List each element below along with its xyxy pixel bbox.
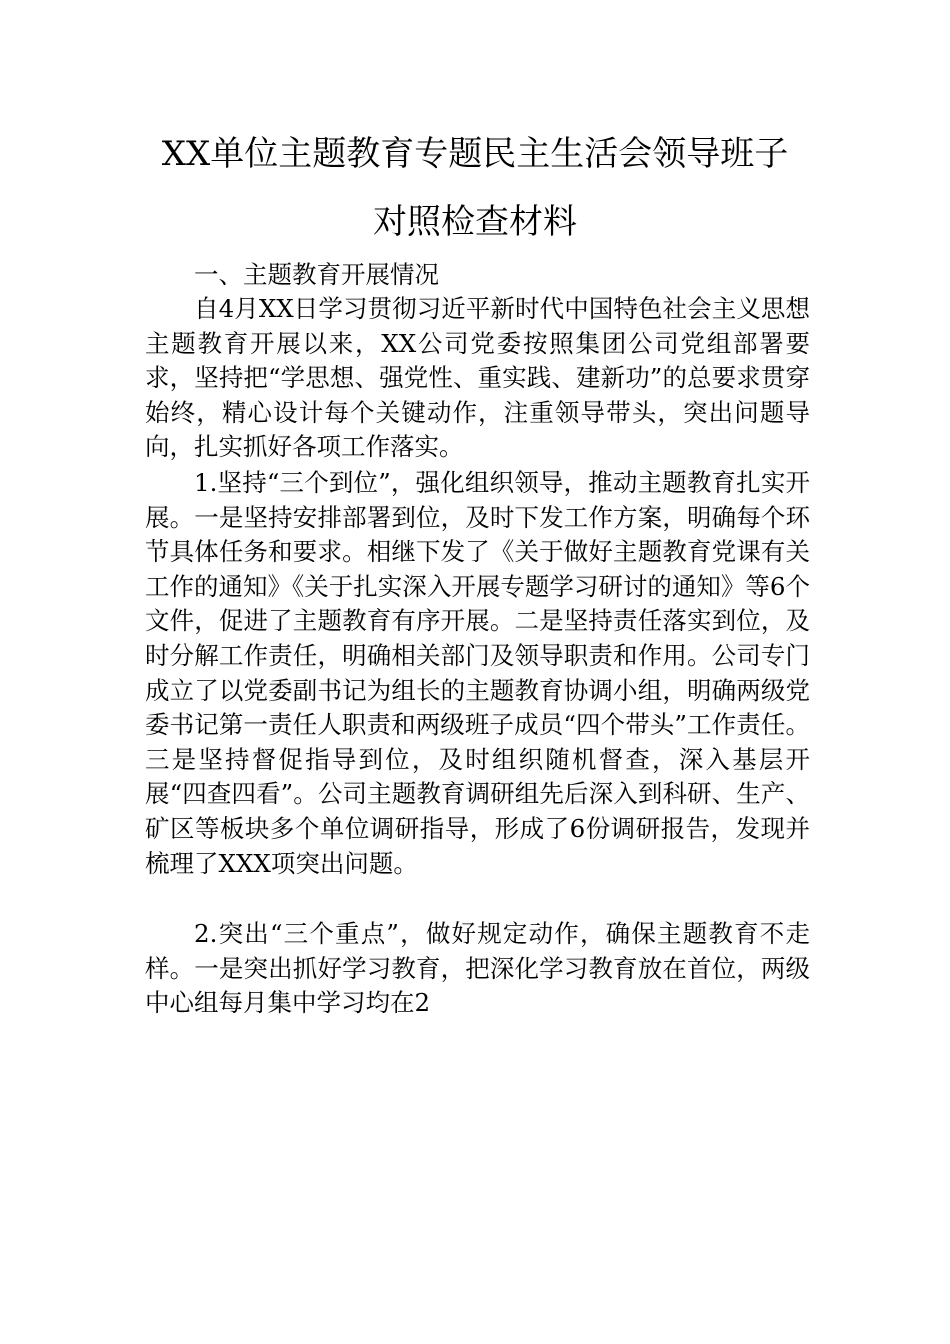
section-heading: 一、主题教育开展情况 [194,260,439,289]
paragraph-key-points: 2.突出“三个重点”，做好规定动作，确保主题教育不走样。一是突出抓好学习教育，把深化学习教育放在首位，两级中心组每月集中学习均在2 [145,919,810,1018]
paragraph-organization: 1.坚持“三个到位”，强化组织领导，推动主题教育扎实开展。一是坚持安排部署到位，及时下发工作方案，明确每个环节具体任务和要求。相继下发了《关于做好主题教育党课有关工作的通知》《关于扎实深入开展专题学习研讨的通知》等6个文件，促进了主题教育有序开展。二是坚持责任落实到位，及时分解工作责任，明确相关部门及领导职责和作用。公司专门成立了以党委副书记为组长的主题教育协调小组，明确两级党委书记第一责任人职责和两级班子成员“四个带头”工作责任。三是坚持督促指导到位，及时组织随机督查，深入基层开展“四查四看”。公司主题教育调研组先后深入到科研、生产、矿区等板块多个单位调研指导，形成了6份调研报告，发现并梳理了XXX项突出问题。 [145,468,810,878]
paragraph-intro: 自4月XX日学习贯彻习近平新时代中国特色社会主义思想主题教育开展以来，XX公司党委按照集团公司党组部署要求，坚持把“学思想、强党性、重实践、建新功”的总要求贯穿始终，精心设计每个关键动作，注重领导带头，突出问题导向，扎实抓好各项工作落实。 [145,294,810,462]
document-title-line-1: XX单位主题教育专题民主生活会领导班子 [161,134,789,174]
document-title-line-2: 对照检查材料 [373,202,577,242]
